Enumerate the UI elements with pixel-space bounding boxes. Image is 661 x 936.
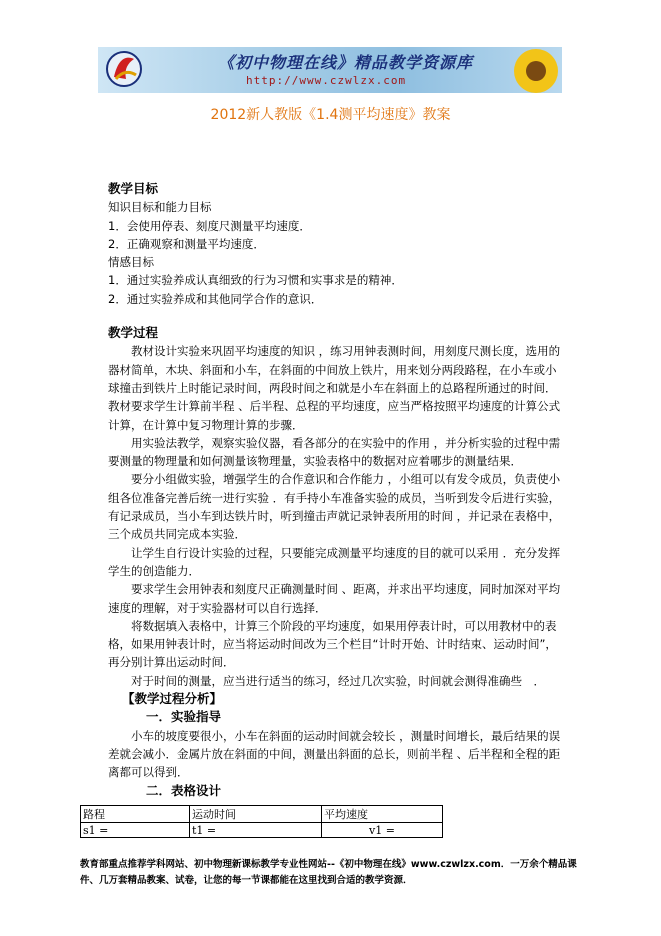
paragraph: 教材要求学生计算前半程 、后半程、总程的平均速度，应当严格按照平均速度的计算公式计算，在计算中复习物理计算的步骤． — [108, 399, 561, 432]
goals-heading: 教学目标 — [108, 181, 159, 196]
table-header-cell: 路程 — [81, 806, 190, 823]
paragraph: 小车的坡度要很小，小车在斜面的运动时间就会较长 ，测量时间增长，最后结果的误差就会减小．金属片放在斜面的中间，测量出斜面的总长，则前半程 、后半程和全程的距离都可以得到． — [108, 728, 561, 780]
table-cell: t1 = — [190, 823, 322, 838]
process-heading: 教学过程 — [108, 325, 159, 341]
paragraph: 对于时间的测量，应当进行适当的练习，经过几次实验，时间就会测得准确些 ． — [131, 673, 545, 688]
table-header-row — [81, 806, 443, 823]
paragraph: 教材设计实验来巩固平均速度的知识 ，练习用钟表测时间，用刻度尺测长度，选用的器材简单，木块、斜面和小车，在斜面的中间放上铁片，用来划分两段路程，在小车或小球撞击到铁片上时能记录时间，两段时间之和就是小车在斜面上的总路程所通过的时间． — [108, 344, 561, 395]
site-banner — [98, 47, 562, 93]
paragraph: 要分小组做实验，增强学生的合作意识和合作能力 ，小组可以有发令成员，负责使小组各位准备完善后统一进行实验 ．有手持小车准备实验的成员，当听到发令后进行实验，有记录成员，当小车到达铁片时，听到撞击声就记录钟表所用的时间 ，并记录在表格中，三个成员共同完成本实验． — [108, 472, 561, 542]
analysis-heading: 【教学过程分析】 — [122, 691, 223, 707]
banner-url[interactable]: http://www.czwlzx.com — [246, 74, 407, 87]
paragraph: 要求学生会用钟表和刻度尺正确测量时间 、距离，并求出平均速度，同时加深对平均速度的理解，对于实验器材可以自行选择． — [108, 582, 561, 615]
section-heading: 二．表格设计 — [146, 782, 222, 798]
banner-title: 《初中物理在线》精品教学资源库 — [218, 53, 474, 72]
table-header-cell: 平均速度 — [322, 806, 443, 823]
site-logo-icon — [104, 49, 144, 89]
knowledge-goals-label: 知识目标和能力目标 — [108, 200, 212, 215]
table-row — [81, 823, 443, 838]
table-cell: v1 = — [322, 823, 443, 838]
paragraph: 用实验法教学，观察实验仪器，看各部分的在实验中的作用 ，并分析实验的过程中需要测量的物理量和如何测量该物理量，实验表格中的数据对应着哪步的测量结果． — [108, 435, 561, 469]
goal-item: 1．通过实验养成认真细致的行为习惯和实事求是的精神． — [108, 273, 403, 288]
table-header-cell: 运动时间 — [190, 806, 322, 823]
sunflower-icon — [498, 47, 562, 93]
page-footer: 教育部重点推荐学科网站、初中物理新课标教学专业性网站--《初中物理在线》www.czwlzx.com．一万余个精品课件、几万套精品教案、试卷，让您的每一节课都能在这里找到合适的教学资源． — [80, 859, 577, 886]
section-heading: 一．实验指导 — [146, 709, 222, 725]
paragraph: 让学生自行设计实验的过程，只要能完成测量平均速度的目的就可以采用 ．充分发挥学生的创造能力． — [108, 545, 561, 578]
goal-item: 2．正确观察和测量平均速度． — [108, 236, 265, 251]
data-table — [80, 805, 443, 838]
paragraph: 将数据填入表格中，计算三个阶段的平均速度，如果用停表计时，可以用教材中的表格，如果用钟表计时，应当将运动时间改为三个栏目“计时开始、计时结束、运动时间”，再分别计算出运动时间． — [108, 618, 557, 670]
goal-item: 2．通过实验养成和其他同学合作的意识． — [108, 291, 323, 306]
goal-item: 1．会使用停表、刻度尺测量平均速度． — [108, 218, 311, 233]
page-title: 2012新人教版《1.4测平均速度》教案 — [210, 107, 451, 123]
lesson-content — [108, 180, 563, 800]
table-cell: s1 = — [81, 823, 190, 838]
emotion-goals-label: 情感目标 — [108, 255, 154, 270]
